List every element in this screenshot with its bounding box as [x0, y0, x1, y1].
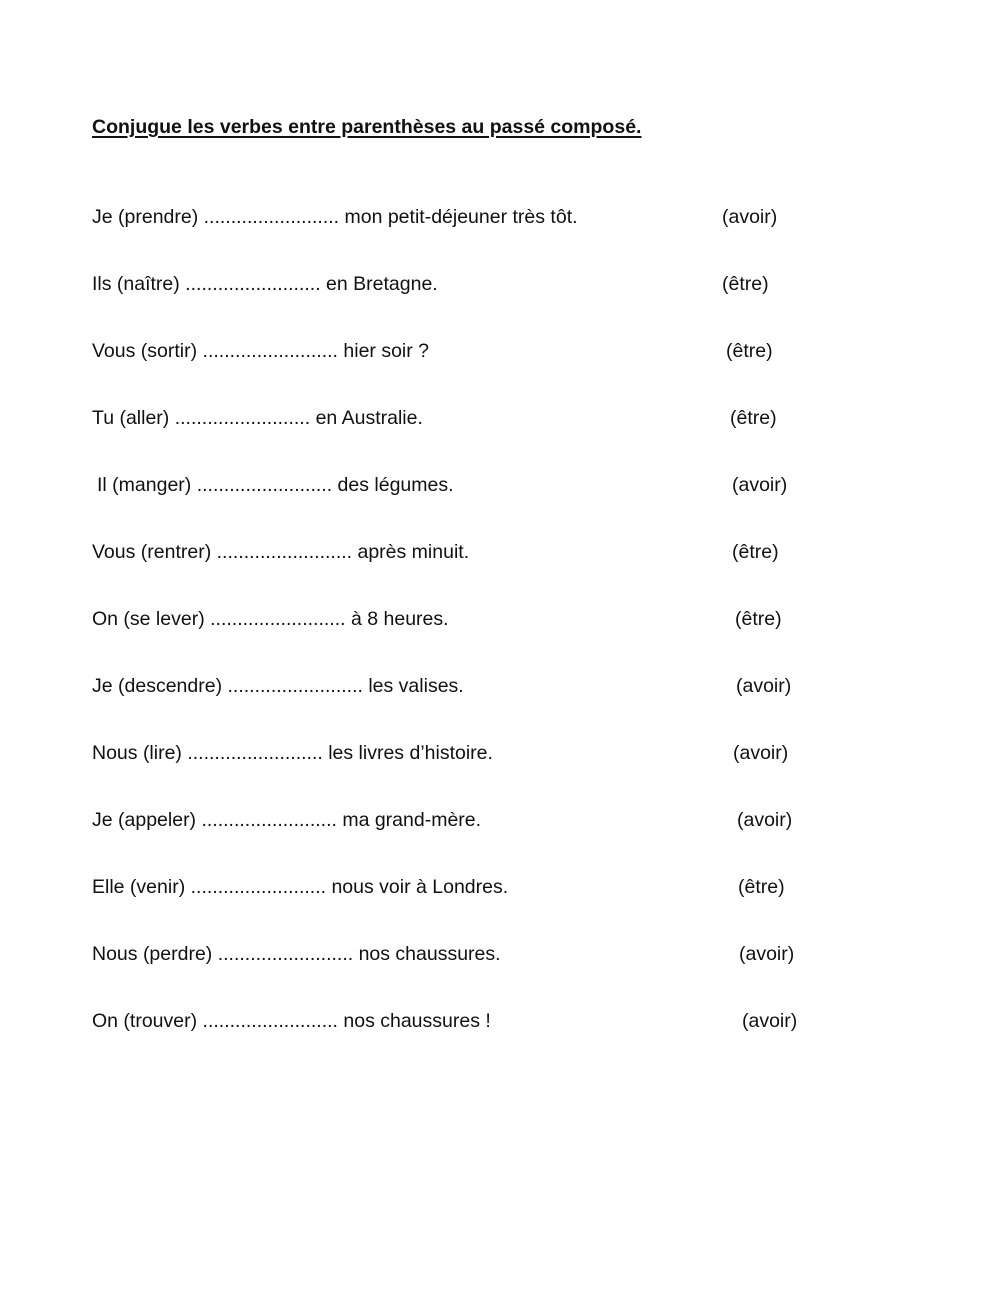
exercise-line [0, 336, 1000, 366]
exercise-line [0, 939, 1000, 969]
auxiliary-hint: (être) [722, 273, 769, 295]
auxiliary-hint: (être) [730, 407, 777, 429]
exercise-sentence: Je (prendre) ......................... mon petit-déjeuner très tôt. [92, 206, 578, 228]
auxiliary-hint: (avoir) [736, 675, 792, 697]
auxiliary-hint: (avoir) [722, 206, 778, 228]
exercise-line [0, 872, 1000, 902]
auxiliary-hint: (avoir) [733, 742, 789, 764]
exercise-sentence: Vous (sortir) ......................... hier soir ? [92, 340, 430, 362]
worksheet-title: Conjugue les verbes entre parenthèses au passé composé. [92, 116, 642, 138]
exercise-sentence: On (se lever) ......................... à 8 heures. [92, 608, 449, 630]
auxiliary-hint: (être) [726, 340, 773, 362]
exercise-line [0, 202, 1000, 232]
exercise-sentence: On (trouver) ......................... nos chaussures ! [92, 1010, 491, 1032]
exercise-line [0, 604, 1000, 634]
auxiliary-hint: (avoir) [742, 1010, 798, 1032]
exercise-sentence: Ils (naître) ......................... en Bretagne. [92, 273, 438, 295]
exercise-line [0, 470, 1000, 500]
exercise-line [0, 671, 1000, 701]
auxiliary-hint: (avoir) [739, 943, 795, 965]
exercise-sentence: Vous (rentrer) ......................... après minuit. [92, 541, 470, 563]
exercise-sentence: Je (appeler) ......................... ma grand-mère. [92, 809, 482, 831]
exercise-line [0, 537, 1000, 567]
exercise-sentence: Il (manger) ......................... des légumes. [97, 474, 454, 496]
exercise-line [0, 1006, 1000, 1036]
exercise-sentence: Nous (lire) ......................... les livres d’histoire. [92, 742, 493, 764]
exercise-line [0, 403, 1000, 433]
exercise-sentence: Elle (venir) ......................... nous voir à Londres. [92, 876, 509, 898]
exercise-sentence: Nous (perdre) ......................... nos chaussures. [92, 943, 501, 965]
exercise-line [0, 738, 1000, 768]
exercise-line [0, 269, 1000, 299]
exercise-sentence: Tu (aller) ......................... en Australie. [92, 407, 423, 429]
auxiliary-hint: (avoir) [732, 474, 788, 496]
auxiliary-hint: (être) [732, 541, 779, 563]
auxiliary-hint: (avoir) [737, 809, 793, 831]
exercise-sentence: Je (descendre) ......................... les valises. [92, 675, 464, 697]
auxiliary-hint: (être) [738, 876, 785, 898]
auxiliary-hint: (être) [735, 608, 782, 630]
exercise-line [0, 805, 1000, 835]
